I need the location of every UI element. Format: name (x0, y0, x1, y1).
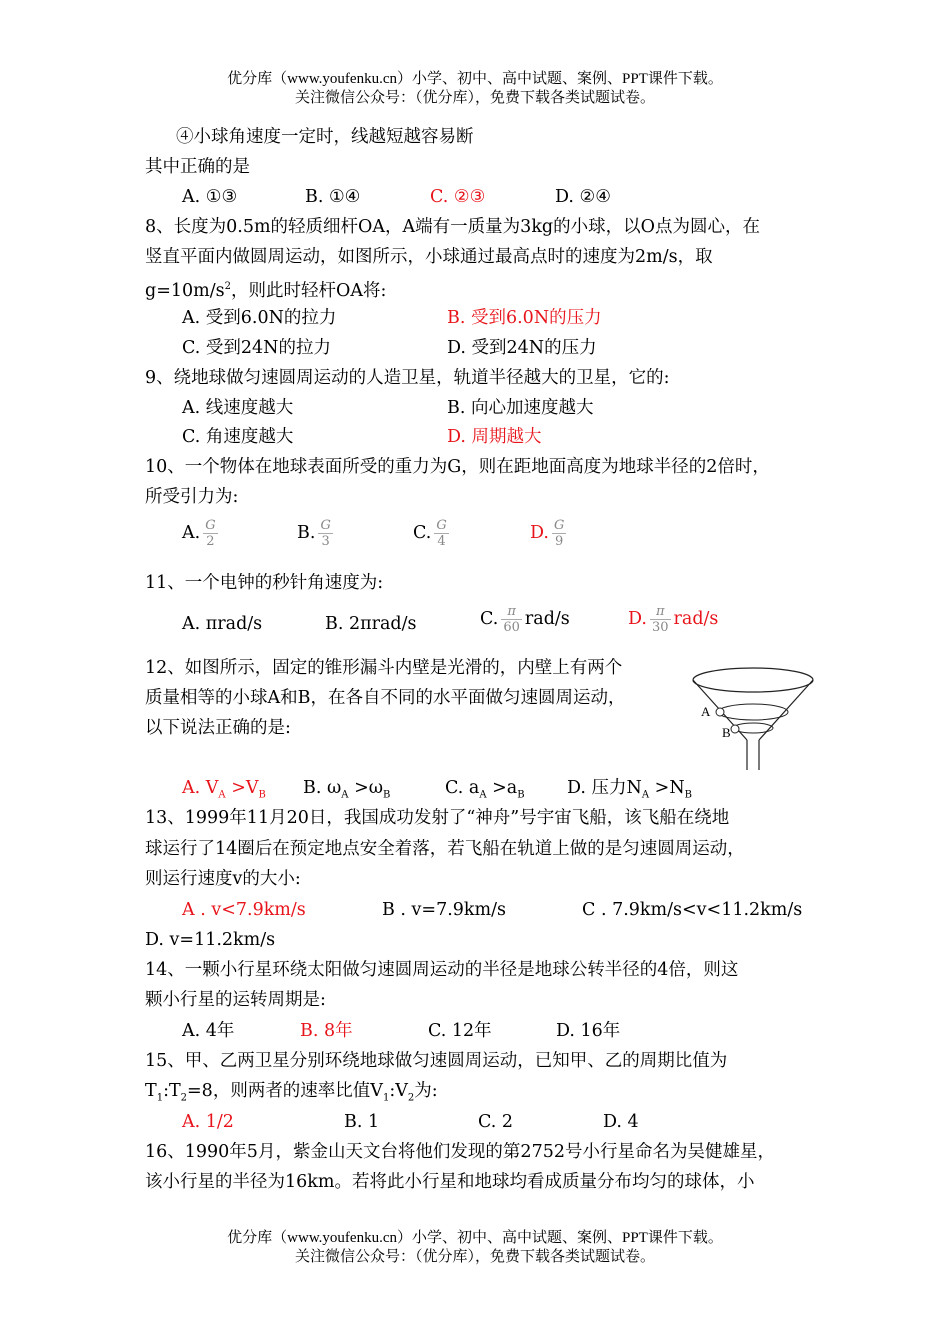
q11-option-c: C. $\frac{\pi}{60}$ rad/s (480, 604, 570, 635)
q9-stem: 9、绕地球做匀速圆周运动的人造卫星，轨道半径越大的卫星，它的: (145, 368, 670, 388)
q7-option-d: D. ②④ (555, 187, 611, 207)
q14-option-d: D. 16年 (556, 1021, 621, 1041)
q15-line-1: 15、甲、乙两卫星分别环绕地球做匀速圆周运动，已知甲、乙的周期比值为 (145, 1051, 728, 1071)
q13-line-3: 则运行速度v的大小: (145, 869, 301, 889)
q11-option-a: A. πrad/s (182, 614, 263, 634)
q7-option-b: B. ①④ (305, 187, 361, 207)
q14-option-c: C. 12年 (428, 1021, 492, 1041)
q10-option-d: D. $\frac{G}{9}$ (530, 518, 565, 549)
q14-line-1: 14、一颗小行星环绕太阳做匀速圆周运动的半径是地球公转半径的4倍，则这 (145, 960, 739, 980)
q7-item4: ④小球角速度一定时，线越短越容易断 (176, 127, 474, 147)
header-line-2: 关注微信公众号：（优分库），免费下载各类试题试卷。 (294, 90, 655, 106)
q8-option-d: D. 受到24N的压力 (447, 338, 597, 358)
header-line-1: 优分库（www.youfenku.cn）小学、初中、高中试题、案例、PPT课件下载。 (227, 71, 723, 87)
q7-option-a: A. ①③ (182, 187, 238, 207)
q8-line-2: 竖直平面内做圆周运动，如图所示，小球通过最高点时的速度为2m/s，取 (145, 247, 713, 267)
q10-line-2: 所受引力为: (145, 487, 239, 507)
ball-a (716, 708, 724, 716)
funnel-right-wall (759, 680, 813, 740)
q13-line-1: 13、1999年11月20日，我国成功发射了“神舟”号宇宙飞船，该飞船在绕地 (145, 808, 730, 828)
q15-option-a: A. 1/2 (182, 1112, 234, 1132)
funnel-diagram (690, 660, 820, 772)
funnel-rim (693, 668, 813, 692)
q16-line-1: 16、1990年5月，紫金山天文台将他们发现的第2752号小行星命名为吴健雄星， (145, 1142, 775, 1162)
q13-option-c: C . 7.9km/s<v<11.2km/s (582, 900, 803, 920)
q13-option-b: B . v=7.9km/s (382, 900, 507, 920)
q12-option-c: C. $a_A >a_B$ (445, 778, 525, 801)
label-a: A (701, 704, 711, 719)
q11-option-b: B. 2πrad/s (325, 614, 417, 634)
q13-option-d: D. v=11.2km/s (145, 930, 276, 950)
q12-option-a: A. $V_A >V_B$ (182, 778, 266, 801)
footer-line-1: 优分库（www.youfenku.cn）小学、初中、高中试题、案例、PPT课件下载。 (227, 1230, 723, 1246)
q13-option-a: A . v<7.9km/s (182, 900, 306, 920)
q10-line-1: 10、一个物体在地球表面所受的重力为G，则在距地面高度为地球半径的2倍时， (145, 457, 770, 477)
q15-option-b: B. 1 (344, 1112, 380, 1132)
q16-line-2: 该小行星的半径为16km。若将此小行星和地球均看成质量分布均匀的球体，小 (145, 1172, 755, 1192)
q14-option-b: B. 8年 (300, 1021, 353, 1041)
q10-option-a: A. $\frac{G}{2}$ (182, 518, 216, 549)
q8-option-a: A. 受到6.0N的拉力 (182, 308, 337, 328)
q14-line-2: 颗小行星的运转周期是: (145, 990, 326, 1010)
ball-b (731, 725, 739, 733)
q8-line-3: $g=10m/s^2$，则此时轻杆OA将: (145, 280, 387, 301)
q8-option-b: B. 受到6.0N的压力 (447, 308, 602, 328)
q9-option-a: A. 线速度越大 (182, 398, 294, 418)
footer-line-2: 关注微信公众号：（优分库），免费下载各类试题试卷。 (294, 1249, 655, 1265)
q10-option-c: C. $\frac{G}{4}$ (413, 518, 447, 549)
q7-lead: 其中正确的是 (145, 157, 250, 177)
q11-option-d: D. $\frac{\pi}{30}$ rad/s (628, 604, 719, 635)
q15-option-c: C. 2 (478, 1112, 514, 1132)
q12-line-3: 以下说法正确的是: (145, 718, 291, 738)
q12-line-2: 质量相等的小球A和B，在各自不同的水平面做匀速圆周运动， (145, 688, 626, 708)
q8-line-1: 8、长度为0.5m的轻质细杆OA，A端有一质量为3kg的小球，以O点为圆心，在 (145, 217, 760, 237)
q10-option-b: B. $\frac{G}{3}$ (297, 518, 331, 549)
q9-option-c: C. 角速度越大 (182, 427, 294, 447)
q9-option-d: D. 周期越大 (447, 427, 542, 447)
orbit-a (718, 704, 788, 720)
q14-option-a: A. 4年 (182, 1021, 235, 1041)
q13-line-2: 球运行了14圈后在预定地点安全着落，若飞船在轨道上做的是匀速圆周运动， (145, 839, 745, 859)
q12-option-b: B. $\omega_A >\omega_B$ (303, 778, 391, 801)
q9-option-b: B. 向心加速度越大 (447, 398, 594, 418)
q12-option-d: D. 压力$N_A >N_B$ (567, 778, 692, 801)
label-b: B (722, 725, 731, 740)
q11-stem: 11、一个电钟的秒针角速度为: (145, 573, 384, 593)
q15-option-d: D. 4 (603, 1112, 639, 1132)
q12-line-1: 12、如图所示，固定的锥形漏斗内壁是光滑的，内壁上有两个 (145, 658, 623, 678)
q8-option-c: C. 受到24N的拉力 (182, 338, 331, 358)
q15-line-2: $T_1:T_2=8$，则两者的速率比值$V_1:V_2$为: (145, 1081, 438, 1104)
q7-option-c: C. ②③ (430, 187, 486, 207)
